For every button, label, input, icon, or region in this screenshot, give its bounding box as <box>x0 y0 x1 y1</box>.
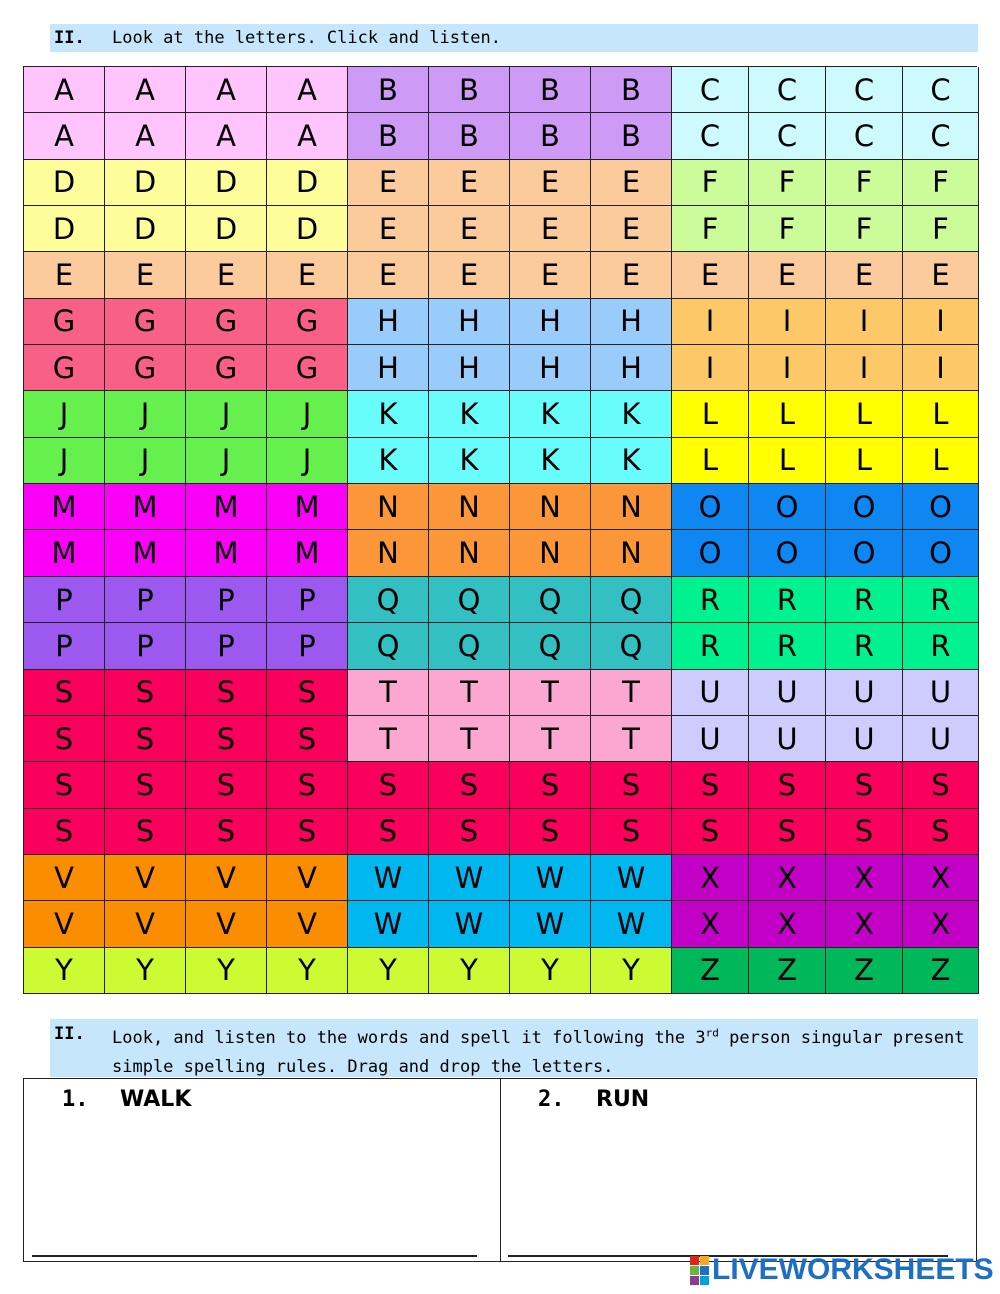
letter-tile-x[interactable]: X <box>749 901 826 947</box>
letter-tile-v[interactable]: V <box>105 901 186 947</box>
letter-tile-f[interactable]: F <box>749 206 826 252</box>
letter-tile-s[interactable]: S <box>24 670 105 716</box>
section-2-instruction-part2: person singular present simple spelling rules. Drag and drop the letters. <box>112 1028 965 1077</box>
letter-tile-c[interactable]: C <box>903 113 979 159</box>
letter-tile-s[interactable]: S <box>348 809 429 855</box>
letter-tile-s[interactable]: S <box>826 762 903 808</box>
letter-tile-n[interactable]: N <box>591 530 672 576</box>
letter-tile-v[interactable]: V <box>105 855 186 901</box>
letter-tile-i[interactable]: I <box>749 299 826 345</box>
letter-tile-k[interactable]: K <box>348 391 429 437</box>
letter-tile-j[interactable]: J <box>186 438 267 484</box>
letter-tile-s[interactable]: S <box>105 809 186 855</box>
letter-tile-o[interactable]: O <box>903 530 979 576</box>
letter-tile-c[interactable]: C <box>749 67 826 113</box>
letter-tile-u[interactable]: U <box>672 670 749 716</box>
letter-grid <box>23 66 977 994</box>
letter-tile-g[interactable]: G <box>186 345 267 391</box>
letter-tile-s[interactable]: S <box>267 716 348 762</box>
letter-tile-t[interactable]: T <box>591 670 672 716</box>
letter-tile-q[interactable]: Q <box>510 577 591 623</box>
letter-tile-k[interactable]: K <box>348 438 429 484</box>
letter-tile-j[interactable]: J <box>24 438 105 484</box>
letter-tile-z[interactable]: Z <box>903 948 979 994</box>
letter-tile-a[interactable]: A <box>267 67 348 113</box>
letter-tile-l[interactable]: L <box>672 391 749 437</box>
letter-tile-s[interactable]: S <box>186 670 267 716</box>
letter-tile-h[interactable]: H <box>348 299 429 345</box>
letter-tile-q[interactable]: Q <box>591 577 672 623</box>
logo-square <box>700 1256 709 1265</box>
letter-tile-e[interactable]: E <box>429 206 510 252</box>
letter-tile-v[interactable]: V <box>267 901 348 947</box>
letter-tile-y[interactable]: Y <box>186 948 267 994</box>
letter-tile-c[interactable]: C <box>672 113 749 159</box>
letter-tile-r[interactable]: R <box>672 623 749 669</box>
letter-tile-z[interactable]: Z <box>749 948 826 994</box>
letter-tile-s[interactable]: S <box>267 809 348 855</box>
answer-table <box>23 1078 977 1262</box>
letter-tile-l[interactable]: L <box>903 438 979 484</box>
letter-tile-r[interactable]: R <box>672 577 749 623</box>
letter-tile-l[interactable]: L <box>749 438 826 484</box>
letter-tile-f[interactable]: F <box>826 160 903 206</box>
letter-tile-k[interactable]: K <box>429 438 510 484</box>
letter-tile-m[interactable]: M <box>267 530 348 576</box>
letter-tile-a[interactable]: A <box>24 67 105 113</box>
letter-tile-v[interactable]: V <box>24 855 105 901</box>
letter-tile-x[interactable]: X <box>826 855 903 901</box>
letter-tile-z[interactable]: Z <box>826 948 903 994</box>
letter-tile-m[interactable]: M <box>186 530 267 576</box>
letter-tile-a[interactable]: A <box>24 113 105 159</box>
letter-tile-b[interactable]: B <box>510 113 591 159</box>
section-2-instruction <box>112 1024 976 1082</box>
letter-tile-n[interactable]: N <box>591 484 672 530</box>
letter-tile-x[interactable]: X <box>749 855 826 901</box>
letter-tile-t[interactable]: T <box>348 716 429 762</box>
letter-tile-u[interactable]: U <box>749 716 826 762</box>
section-1-header <box>50 24 978 52</box>
letter-tile-p[interactable]: P <box>24 577 105 623</box>
letter-tile-f[interactable]: F <box>826 206 903 252</box>
letter-tile-o[interactable]: O <box>749 530 826 576</box>
letter-tile-j[interactable]: J <box>267 391 348 437</box>
letter-tile-y[interactable]: Y <box>510 948 591 994</box>
letter-tile-q[interactable]: Q <box>429 577 510 623</box>
letter-tile-q[interactable]: Q <box>510 623 591 669</box>
letter-tile-q[interactable]: Q <box>591 623 672 669</box>
letter-tile-b[interactable]: B <box>348 113 429 159</box>
letter-tile-y[interactable]: Y <box>429 948 510 994</box>
letter-tile-s[interactable]: S <box>348 762 429 808</box>
letter-tile-t[interactable]: T <box>510 716 591 762</box>
letter-tile-s[interactable]: S <box>186 809 267 855</box>
letter-tile-p[interactable]: P <box>24 623 105 669</box>
letter-tile-b[interactable]: B <box>510 67 591 113</box>
letter-tile-g[interactable]: G <box>24 345 105 391</box>
letter-tile-e[interactable]: E <box>186 252 267 298</box>
letter-tile-s[interactable]: S <box>24 716 105 762</box>
letter-tile-s[interactable]: S <box>749 809 826 855</box>
letter-tile-a[interactable]: A <box>105 67 186 113</box>
letter-tile-p[interactable]: P <box>105 577 186 623</box>
letter-tile-y[interactable]: Y <box>591 948 672 994</box>
letter-tile-s[interactable]: S <box>105 670 186 716</box>
letter-tile-v[interactable]: V <box>186 901 267 947</box>
letter-tile-m[interactable]: M <box>186 484 267 530</box>
letter-tile-e[interactable]: E <box>591 160 672 206</box>
letter-tile-d[interactable]: D <box>267 206 348 252</box>
letter-tile-m[interactable]: M <box>105 530 186 576</box>
letter-tile-g[interactable]: G <box>267 345 348 391</box>
letter-tile-x[interactable]: X <box>826 901 903 947</box>
question-2-number: 2. <box>538 1087 565 1112</box>
liveworksheets-wordmark: LIVEWORKSHEETS <box>712 1253 994 1286</box>
letter-tile-g[interactable]: G <box>186 299 267 345</box>
letter-tile-s[interactable]: S <box>105 762 186 808</box>
letter-tile-y[interactable]: Y <box>267 948 348 994</box>
letter-tile-h[interactable]: H <box>429 299 510 345</box>
letter-tile-j[interactable]: J <box>267 438 348 484</box>
letter-tile-s[interactable]: S <box>672 809 749 855</box>
letter-tile-n[interactable]: N <box>429 484 510 530</box>
letter-tile-s[interactable]: S <box>186 716 267 762</box>
letter-tile-e[interactable]: E <box>510 160 591 206</box>
letter-tile-l[interactable]: L <box>826 438 903 484</box>
letter-tile-j[interactable]: J <box>186 391 267 437</box>
section-2-instruction-part1: Look, and listen to the words and spell it following the 3 <box>112 1028 706 1048</box>
letter-tile-r[interactable]: R <box>749 577 826 623</box>
letter-tile-s[interactable]: S <box>186 762 267 808</box>
letter-tile-s[interactable]: S <box>510 762 591 808</box>
letter-tile-i[interactable]: I <box>903 345 979 391</box>
letter-tile-l[interactable]: L <box>749 391 826 437</box>
letter-tile-c[interactable]: C <box>826 67 903 113</box>
letter-tile-x[interactable]: X <box>903 855 979 901</box>
letter-tile-b[interactable]: B <box>429 113 510 159</box>
letter-tile-i[interactable]: I <box>672 345 749 391</box>
letter-tile-p[interactable]: P <box>105 623 186 669</box>
logo-square <box>690 1266 699 1275</box>
letter-tile-h[interactable]: H <box>591 299 672 345</box>
letter-tile-r[interactable]: R <box>749 623 826 669</box>
question-1-drop-zone[interactable] <box>32 1139 482 1255</box>
letter-tile-s[interactable]: S <box>826 809 903 855</box>
letter-tile-q[interactable]: Q <box>348 623 429 669</box>
letter-tile-r[interactable]: R <box>903 623 979 669</box>
letter-tile-h[interactable]: H <box>429 345 510 391</box>
letter-tile-p[interactable]: P <box>186 577 267 623</box>
letter-tile-y[interactable]: Y <box>348 948 429 994</box>
letter-tile-c[interactable]: C <box>749 113 826 159</box>
letter-tile-f[interactable]: F <box>749 160 826 206</box>
letter-tile-s[interactable]: S <box>591 762 672 808</box>
logo-square <box>700 1276 709 1285</box>
logo-square <box>700 1266 709 1275</box>
letter-tile-e[interactable]: E <box>348 160 429 206</box>
letter-tile-h[interactable]: H <box>348 345 429 391</box>
letter-tile-u[interactable]: U <box>749 670 826 716</box>
letter-tile-a[interactable]: A <box>267 113 348 159</box>
letter-tile-s[interactable]: S <box>903 762 979 808</box>
letter-tile-j[interactable]: J <box>24 391 105 437</box>
letter-tile-w[interactable]: W <box>348 855 429 901</box>
letter-tile-g[interactable]: G <box>105 299 186 345</box>
letter-tile-u[interactable]: U <box>903 670 979 716</box>
letter-tile-s[interactable]: S <box>591 809 672 855</box>
letter-tile-m[interactable]: M <box>24 530 105 576</box>
letter-tile-y[interactable]: Y <box>24 948 105 994</box>
letter-tile-d[interactable]: D <box>24 160 105 206</box>
letter-tile-u[interactable]: U <box>826 716 903 762</box>
letter-tile-k[interactable]: K <box>591 391 672 437</box>
letter-tile-i[interactable]: I <box>826 299 903 345</box>
letter-tile-b[interactable]: B <box>348 67 429 113</box>
question-1-answer-line <box>32 1255 477 1257</box>
letter-tile-r[interactable]: R <box>826 623 903 669</box>
letter-tile-e[interactable]: E <box>429 160 510 206</box>
letter-tile-e[interactable]: E <box>672 252 749 298</box>
letter-tile-g[interactable]: G <box>105 345 186 391</box>
letter-tile-l[interactable]: L <box>672 438 749 484</box>
letter-tile-o[interactable]: O <box>903 484 979 530</box>
letter-tile-d[interactable]: D <box>105 160 186 206</box>
letter-tile-o[interactable]: O <box>749 484 826 530</box>
letter-tile-l[interactable]: L <box>826 391 903 437</box>
letter-tile-f[interactable]: F <box>903 206 979 252</box>
letter-tile-g[interactable]: G <box>267 299 348 345</box>
letter-tile-k[interactable]: K <box>429 391 510 437</box>
letter-tile-c[interactable]: C <box>826 113 903 159</box>
question-1-number: 1. <box>62 1087 89 1112</box>
letter-tile-e[interactable]: E <box>348 252 429 298</box>
letter-tile-s[interactable]: S <box>429 762 510 808</box>
letter-tile-n[interactable]: N <box>348 484 429 530</box>
letter-tile-w[interactable]: W <box>429 901 510 947</box>
letter-tile-e[interactable]: E <box>429 252 510 298</box>
letter-tile-r[interactable]: R <box>826 577 903 623</box>
letter-tile-c[interactable]: C <box>903 67 979 113</box>
letter-tile-q[interactable]: Q <box>429 623 510 669</box>
letter-tile-d[interactable]: D <box>24 206 105 252</box>
section-1-number: II. <box>54 28 85 48</box>
letter-tile-o[interactable]: O <box>672 484 749 530</box>
letter-tile-e[interactable]: E <box>749 252 826 298</box>
section-2-number: II. <box>54 1024 85 1044</box>
letter-tile-v[interactable]: V <box>186 855 267 901</box>
letter-tile-f[interactable]: F <box>672 160 749 206</box>
question-2-word: RUN <box>596 1087 650 1112</box>
letter-tile-r[interactable]: R <box>903 577 979 623</box>
letter-tile-t[interactable]: T <box>348 670 429 716</box>
letter-tile-d[interactable]: D <box>186 206 267 252</box>
letter-tile-k[interactable]: K <box>591 438 672 484</box>
letter-tile-s[interactable]: S <box>267 762 348 808</box>
letter-tile-e[interactable]: E <box>510 206 591 252</box>
letter-tile-u[interactable]: U <box>826 670 903 716</box>
letter-tile-s[interactable]: S <box>24 762 105 808</box>
letter-tile-x[interactable]: X <box>672 855 749 901</box>
letter-tile-h[interactable]: H <box>510 345 591 391</box>
section-2-instruction-sup: rd <box>705 1026 719 1040</box>
letter-tile-y[interactable]: Y <box>105 948 186 994</box>
letter-tile-x[interactable]: X <box>903 901 979 947</box>
letter-tile-n[interactable]: N <box>348 530 429 576</box>
answer-divider <box>500 1079 501 1261</box>
letter-tile-n[interactable]: N <box>510 530 591 576</box>
letter-tile-k[interactable]: K <box>510 391 591 437</box>
letter-tile-b[interactable]: B <box>591 67 672 113</box>
letter-tile-o[interactable]: O <box>672 530 749 576</box>
section-1-instruction: Look at the letters. Click and listen. <box>112 28 501 48</box>
letter-tile-e[interactable]: E <box>348 206 429 252</box>
letter-tile-d[interactable]: D <box>105 206 186 252</box>
letter-tile-n[interactable]: N <box>510 484 591 530</box>
letter-tile-e[interactable]: E <box>510 252 591 298</box>
letter-tile-s[interactable]: S <box>24 809 105 855</box>
letter-tile-t[interactable]: T <box>591 716 672 762</box>
letter-tile-s[interactable]: S <box>105 716 186 762</box>
letter-tile-e[interactable]: E <box>591 252 672 298</box>
letter-tile-i[interactable]: I <box>672 299 749 345</box>
letter-tile-d[interactable]: D <box>186 160 267 206</box>
letter-tile-e[interactable]: E <box>903 252 979 298</box>
letter-tile-t[interactable]: T <box>510 670 591 716</box>
letter-tile-w[interactable]: W <box>510 855 591 901</box>
letter-tile-w[interactable]: W <box>348 901 429 947</box>
letter-tile-u[interactable]: U <box>903 716 979 762</box>
letter-tile-p[interactable]: P <box>267 577 348 623</box>
letter-tile-t[interactable]: T <box>429 716 510 762</box>
letter-tile-d[interactable]: D <box>267 160 348 206</box>
letter-tile-o[interactable]: O <box>826 484 903 530</box>
letter-tile-v[interactable]: V <box>267 855 348 901</box>
liveworksheets-logo <box>690 1253 994 1286</box>
letter-tile-q[interactable]: Q <box>348 577 429 623</box>
letter-tile-b[interactable]: B <box>591 113 672 159</box>
letter-tile-m[interactable]: M <box>24 484 105 530</box>
letter-tile-s[interactable]: S <box>267 670 348 716</box>
letter-tile-m[interactable]: M <box>105 484 186 530</box>
letter-tile-w[interactable]: W <box>429 855 510 901</box>
letter-tile-e[interactable]: E <box>24 252 105 298</box>
letter-tile-s[interactable]: S <box>510 809 591 855</box>
letter-tile-p[interactable]: P <box>267 623 348 669</box>
letter-tile-e[interactable]: E <box>105 252 186 298</box>
letter-tile-p[interactable]: P <box>186 623 267 669</box>
section-2-header <box>50 1019 978 1077</box>
letter-tile-k[interactable]: K <box>510 438 591 484</box>
letter-tile-e[interactable]: E <box>591 206 672 252</box>
letter-tile-x[interactable]: X <box>672 901 749 947</box>
letter-tile-s[interactable]: S <box>903 809 979 855</box>
letter-tile-e[interactable]: E <box>826 252 903 298</box>
letter-tile-a[interactable]: A <box>105 113 186 159</box>
question-2-drop-zone[interactable] <box>508 1139 970 1255</box>
letter-tile-w[interactable]: W <box>591 855 672 901</box>
letter-tile-s[interactable]: S <box>749 762 826 808</box>
letter-tile-a[interactable]: A <box>186 113 267 159</box>
letter-tile-i[interactable]: I <box>749 345 826 391</box>
logo-square <box>690 1256 699 1265</box>
letter-tile-o[interactable]: O <box>826 530 903 576</box>
letter-tile-s[interactable]: S <box>672 762 749 808</box>
letter-tile-w[interactable]: W <box>510 901 591 947</box>
letter-tile-f[interactable]: F <box>903 160 979 206</box>
letter-tile-h[interactable]: H <box>510 299 591 345</box>
letter-tile-j[interactable]: J <box>105 438 186 484</box>
letter-tile-h[interactable]: H <box>591 345 672 391</box>
letter-tile-u[interactable]: U <box>672 716 749 762</box>
letter-tile-w[interactable]: W <box>591 901 672 947</box>
letter-tile-i[interactable]: I <box>826 345 903 391</box>
question-1-word: WALK <box>120 1087 192 1112</box>
letter-tile-m[interactable]: M <box>267 484 348 530</box>
letter-tile-j[interactable]: J <box>105 391 186 437</box>
letter-tile-e[interactable]: E <box>267 252 348 298</box>
letter-tile-i[interactable]: I <box>903 299 979 345</box>
letter-tile-f[interactable]: F <box>672 206 749 252</box>
letter-tile-z[interactable]: Z <box>672 948 749 994</box>
letter-tile-v[interactable]: V <box>24 901 105 947</box>
liveworksheets-logo-icon <box>690 1256 709 1285</box>
letter-tile-a[interactable]: A <box>186 67 267 113</box>
letter-tile-g[interactable]: G <box>24 299 105 345</box>
letter-tile-b[interactable]: B <box>429 67 510 113</box>
letter-tile-l[interactable]: L <box>903 391 979 437</box>
letter-tile-c[interactable]: C <box>672 67 749 113</box>
letter-tile-t[interactable]: T <box>429 670 510 716</box>
letter-tile-s[interactable]: S <box>429 809 510 855</box>
letter-tile-n[interactable]: N <box>429 530 510 576</box>
logo-square <box>690 1276 699 1285</box>
